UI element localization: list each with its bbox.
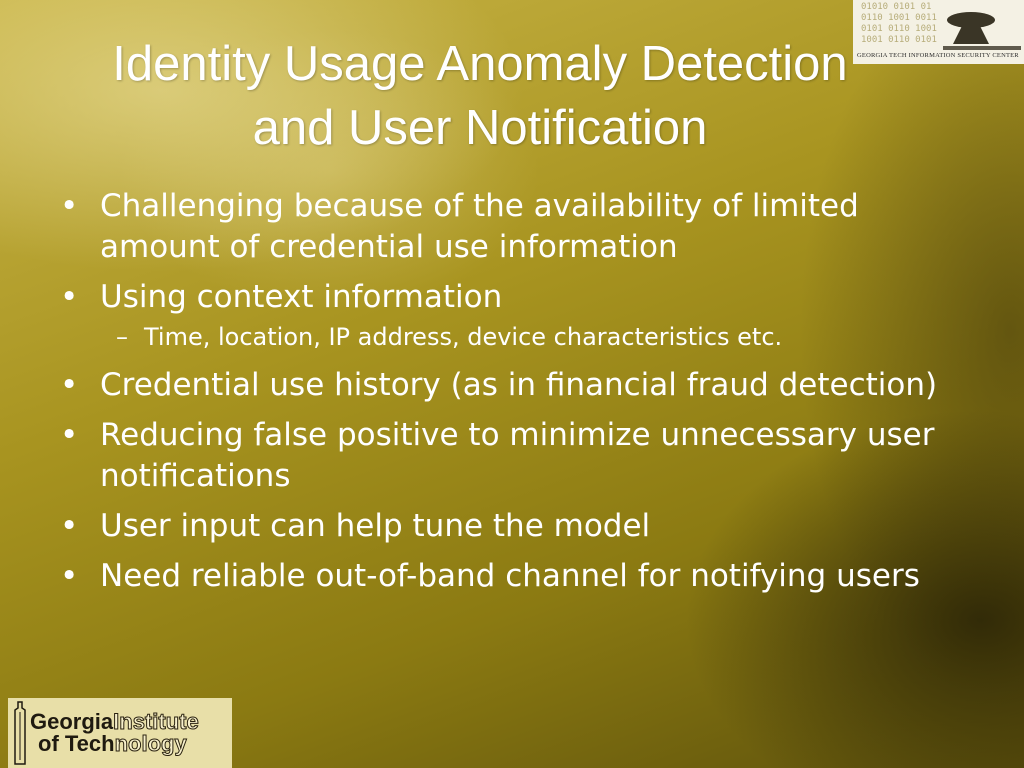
title-line-1: Identity Usage Anomaly Detection [112, 37, 848, 91]
bullet-item: • Credential use history (as in financial fraud detection) [58, 365, 958, 406]
sub-bullet-item: – Time, location, IP address, device characteristics etc. [58, 321, 958, 353]
gt-wordmark-line-1: GeorgiaInstitute [30, 709, 199, 734]
bullet-item: • User input can help tune the model [58, 506, 958, 547]
bullet-item: • Challenging because of the availability of limited amount of credential use information [58, 186, 958, 268]
bullet-list [58, 186, 958, 606]
bullet-item: • Reducing false positive to minimize unnecessary user notifications [58, 415, 958, 497]
gt-wordmark-line-2: of Technology [38, 731, 187, 756]
georgia-tech-logo [8, 698, 232, 768]
bullet-item: • Using context information [58, 277, 958, 318]
tech-tower-icon [10, 698, 30, 768]
title-line-2: and User Notification [252, 101, 708, 155]
binary-pattern: 01010 0101 01 0110 1001 0011 0101 0110 1001 1001 0110 0101 [861, 2, 937, 45]
infosec-center-name: GEORGIA TECH INFORMATION SECURITY CENTER [857, 52, 1019, 59]
slide-title [30, 32, 930, 160]
bullet-item: • Need reliable out-of-band channel for notifying users [58, 556, 958, 597]
infosec-center-logo [853, 0, 1024, 64]
